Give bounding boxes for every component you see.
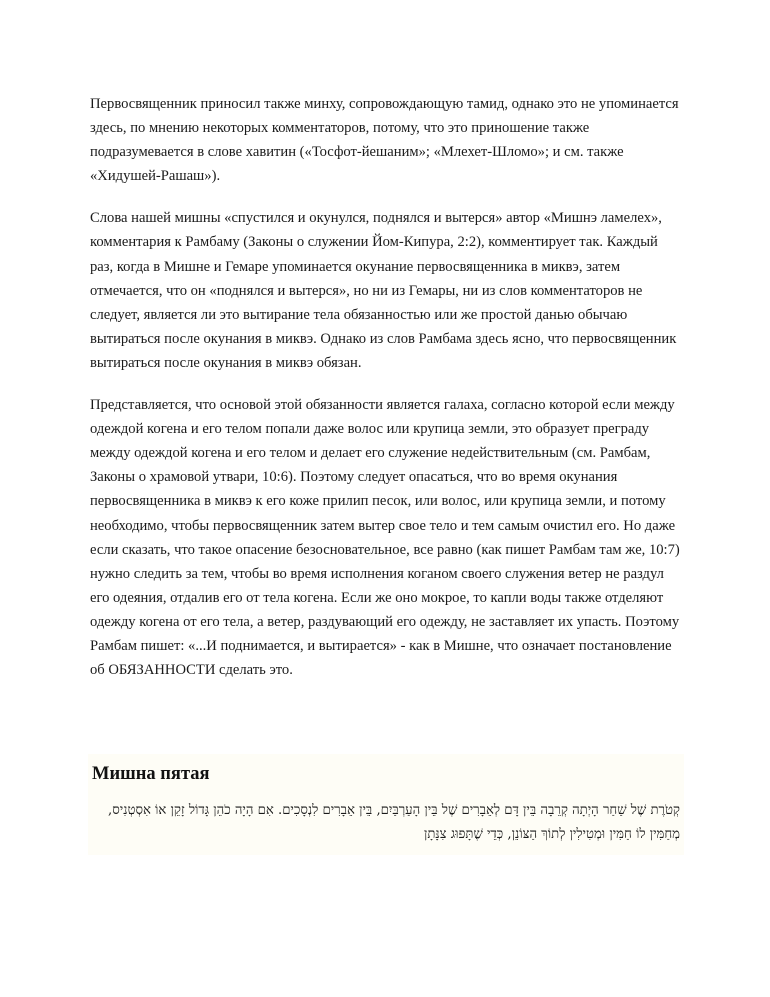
paragraph-2: Слова нашей мишны «спустился и окунулся, поднялся и вытерся» автор «Мишнэ ламелех», комментария к Рамбаму (Законы о служении Йом-Кипура, 2:2), комментирует так. Каждый раз, когда в Мишне и Гемаре упоминается окунание первосвященника в миквэ, затем отмечается, что он «поднялся и вытерся», но ни из Гемары, ни из слов комментаторов не следует, является ли это вытирание тела обязанностью или же простой данью обычаю вытираться после окунания в миквэ. Однако из слов Рамбама здесь ясно, что первосвященник вытираться после окунания в миквэ обязан.: [90, 210, 677, 371]
hebrew-text-line-2: מְחַמִּין לוֹ חַמִּין וּמְטִילִין לְתוֹךְ הַצּוֹנֵן, כְּדֵי שֶׁתָּפוּג צִנָּתָן: [423, 827, 680, 842]
section-heading: Мишна пятая: [92, 764, 210, 784]
mishnah-section: [88, 754, 684, 855]
document-body: [90, 92, 682, 700]
hebrew-text-line-1: קְטֹרֶת שֶׁל שַׁחַר הָיְתָה קְרֵבָה בֵּין דָּם לְאֵבָרִים שֶׁל בֵּין הָעַרְבַּיִם, בֵּין אֵבָרִים לִנְסָכִים. אִם הָיָה כֹהֵן גָּדוֹל זָקֵן אוֹ אִסְטְנִיס,: [108, 803, 680, 818]
paragraph-1: Первосвященник приносил также минху, сопровождающую тамид, однако это не упоминается здесь, по мнению некоторых комментаторов, потому, что это приношение также подразумевается в слове хавитин («Тосфот-йешаним»; «Млехет-Шломо»; и см. также «Хидушей-Рашаш»).: [90, 96, 679, 185]
paragraph-3: Представляется, что основой этой обязанности является галаха, согласно которой если между одеждой когена и его телом попали даже волос или крупица земли, это образует преграду между одеждой когена и его телом и делает его служение недействительным (см. Рамбам, Законы о храмовой утвари, 10:6). Поэтому следует опасаться, что во время окунания первосвященника в миквэ к его коже прилип песок, или волос, или крупица земли, и потому необходимо, чтобы первосвященник затем вытер свое тело и тем самым очистил его. Но даже если сказать, что такое опасение безосновательное, все равно (как пишет Рамбам там же, 10:7) нужно следить за тем, чтобы во время исполнения коганом своего служения ветер не раздул его одеяния, отдалив его от тела когена. Если же оно мокрое, то капли воды также отделяют одежду когена от его тела, а ветер, раздувающий его одежду, не заставляет их упасть. Поэтому Рамбам пишет: «...И поднимается, и вытирается» - как в Мишне, что означает постановление об ОБЯЗАННОСТИ сделать это.: [90, 397, 680, 679]
